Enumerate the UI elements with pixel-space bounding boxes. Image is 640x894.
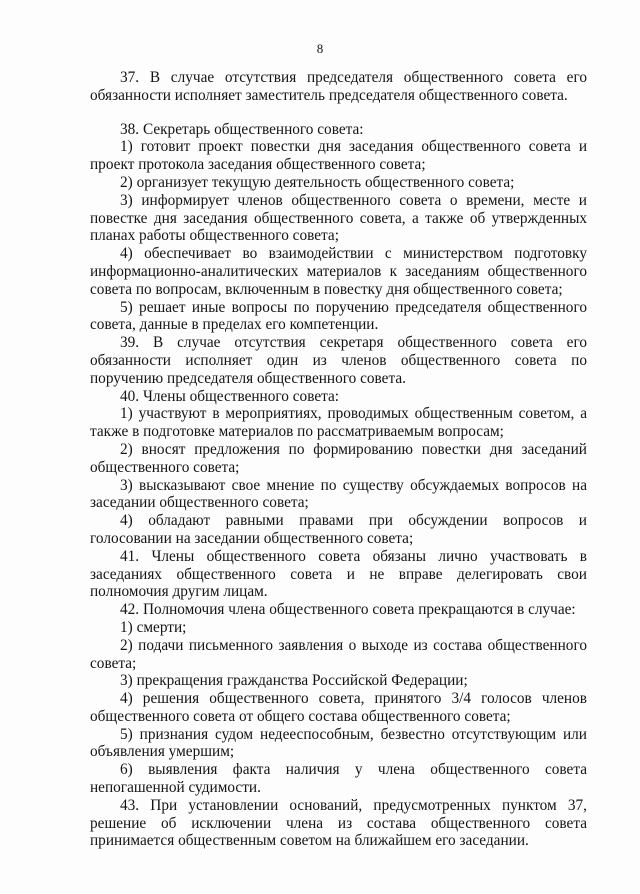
paragraph-41: 41. Члены общественного совета обязаны лично участвовать в заседаниях общественного совета и не вправе делегировать свои полномочия другим лицам. (90, 547, 587, 601)
list-item: 1) участвуют в мероприятиях, проводимых общественным советом, а также в подготовке материалов по рассматриваемым вопросам; (90, 405, 587, 441)
paragraph-38: 38. Секретарь общественного совета: (120, 120, 364, 138)
list-item: 1) смерти; (120, 618, 187, 636)
list-item: 2) подачи письменного заявления о выходе из состава общественного совета; (90, 636, 587, 672)
list-item: 5) признания судом недееспособным, безвестно отсутствующим или объявления умершим; (90, 725, 587, 761)
list-item: 3) высказывают свое мнение по существу обсуждаемых вопросов на заседании общественного совета; (90, 476, 587, 512)
paragraph-37: 37. В случае отсутствия председателя общественного совета его обязанности исполняет заместитель председателя общественного совета. (90, 69, 587, 104)
list-item: 4) обладают равными правами при обсуждении вопросов и голосовании на заседании общественного совета; (90, 512, 587, 547)
paragraph-43: 43. При установлении оснований, предусмотренных пунктом 37, решение об исключении члена из состава общественного совета принимается общественным советом на ближайшем его заседании. (90, 796, 587, 850)
list-item: 3) информирует членов общественного совета о времени, месте и повестке дня заседания общественного совета, а также об утвержденных планах работы общественного совета; (90, 191, 587, 245)
list-item: 4) решения общественного совета, принятого 3/4 голосов членов общественного совета от общего состава общественного совета; (90, 690, 587, 725)
paragraph-42: 42. Полномочия члена общественного совета прекращаются в случае: (120, 601, 576, 619)
list-item: 3) прекращения гражданства Российской Федерации; (120, 672, 468, 690)
paragraph-40: 40. Члены общественного совета: (120, 387, 340, 405)
list-item: 5) решает иные вопросы по поручению председателя общественного совета, данные в пределах его компетенции. (90, 298, 587, 334)
list-item: 2) организует текущую деятельность общественного совета; (120, 173, 515, 191)
list-item: 2) вносят предложения по формированию повестки дня заседаний общественного совета; (90, 440, 587, 476)
document-body (90, 69, 587, 850)
paragraph-39: 39. В случае отсутствия секретаря общественного совета его обязанности исполняет один из членов общественного совета по поручению председателя общественного совета. (90, 334, 587, 387)
list-item: 4) обеспечивает во взаимодействии с министерством подготовку информационно-аналитических материалов к заседаниям общественного совета по вопросам, включенным в повестку дня общественного совета; (90, 245, 587, 298)
list-item: 6) выявления факта наличия у члена общественного совета непогашенной судимости. (90, 761, 587, 797)
list-item: 1) готовит проект повестки дня заседания общественного совета и проект протокола заседания общественного совета; (90, 138, 587, 174)
page-number: 8 (316, 41, 324, 56)
